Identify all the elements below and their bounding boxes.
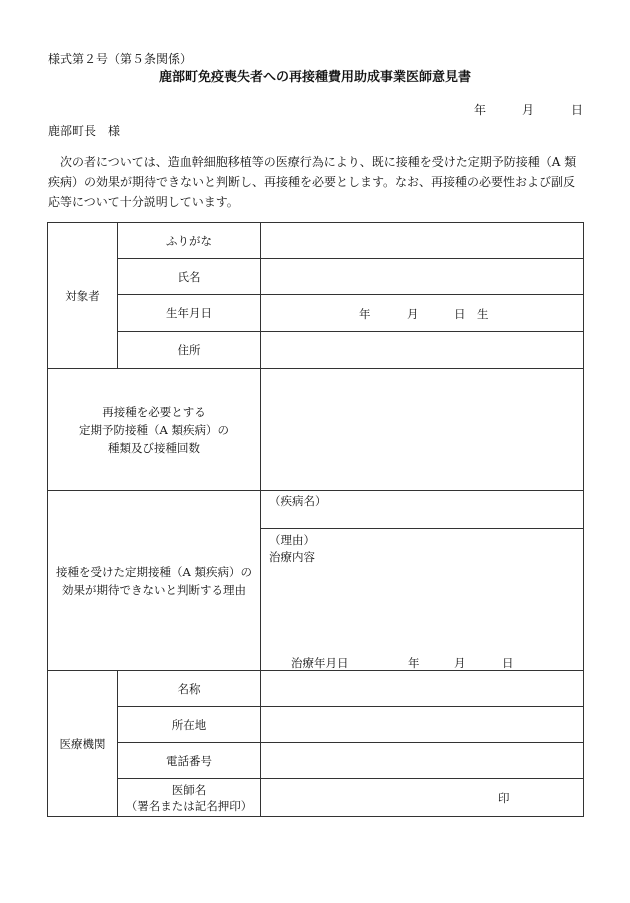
subject-section-label: 対象者 — [48, 223, 118, 369]
institution-address-label: 所在地 — [118, 707, 261, 743]
furigana-field[interactable] — [261, 223, 584, 259]
treatment-year-label: 年 — [408, 656, 420, 670]
vaccination-type-label — [48, 369, 261, 491]
treatment-label: 治療内容 — [269, 550, 315, 564]
doctor-label-line1: 医師名 — [171, 782, 207, 797]
birthdate-field[interactable] — [261, 295, 584, 332]
vaccination-label-line2: 定期予防接種（A 類疾病）の — [79, 422, 229, 437]
reason-label-line1: 接種を受けた定期接種（A 類疾病）の — [56, 564, 252, 579]
treatment-date-label: 治療年月日 — [291, 656, 349, 670]
institution-name-field[interactable] — [261, 671, 584, 707]
date-day-label: 日 — [571, 103, 584, 117]
birthdate-label: 生年月日 — [118, 295, 261, 332]
vaccination-type-field[interactable] — [261, 369, 584, 491]
reason-label-line2: 効果が期待できないと判断する理由 — [62, 582, 246, 597]
address-field[interactable] — [261, 332, 584, 369]
phone-field[interactable] — [261, 743, 584, 779]
name-label: 氏名 — [118, 259, 261, 295]
seal-mark: 印 — [498, 791, 510, 805]
addressee: 鹿部町長 様 — [48, 124, 121, 138]
furigana-label: ふりがな — [118, 223, 261, 259]
disease-name-label: （疾病名） — [269, 494, 327, 508]
intro-paragraph: 次の者については、造血幹細胞移植等の医療行為により、既に接種を受けた定期予防接種（A 類疾病）の効果が期待できないと判断し、再接種を必要とします。なお、再接種の必要性および副反応等について十分説明しています。 — [48, 155, 577, 209]
disease-name-field[interactable] — [261, 491, 584, 529]
date-year-label: 年 — [474, 103, 487, 117]
vaccination-label-line3: 種類及び接種回数 — [108, 440, 200, 455]
institution-address-field[interactable] — [261, 707, 584, 743]
doctor-name-label — [118, 779, 261, 817]
reason-field[interactable] — [261, 529, 584, 671]
birth-day-label: 日 生 — [454, 307, 489, 321]
opinion-form-table — [47, 222, 584, 817]
form-number: 様式第２号（第５条関係） — [48, 52, 193, 66]
date-month-label: 月 — [522, 103, 535, 117]
birth-year-label: 年 — [359, 307, 371, 321]
institution-section-label: 医療機関 — [48, 671, 118, 817]
document-title: 鹿部町免疫喪失者への再接種費用助成事業医師意見書 — [158, 70, 471, 85]
name-field[interactable] — [261, 259, 584, 295]
institution-name-label: 名称 — [118, 671, 261, 707]
doctor-label-line2: （署名または記名押印） — [125, 798, 253, 813]
reason-sub-label: （理由） — [269, 533, 315, 547]
treatment-day-label: 日 — [502, 656, 514, 670]
address-label: 住所 — [118, 332, 261, 369]
treatment-month-label: 月 — [454, 656, 466, 670]
vaccination-label-line1: 再接種を必要とする — [102, 404, 206, 419]
phone-label: 電話番号 — [118, 743, 261, 779]
reason-label — [48, 491, 261, 671]
doctor-name-field[interactable] — [261, 779, 584, 817]
birth-month-label: 月 — [407, 307, 419, 321]
